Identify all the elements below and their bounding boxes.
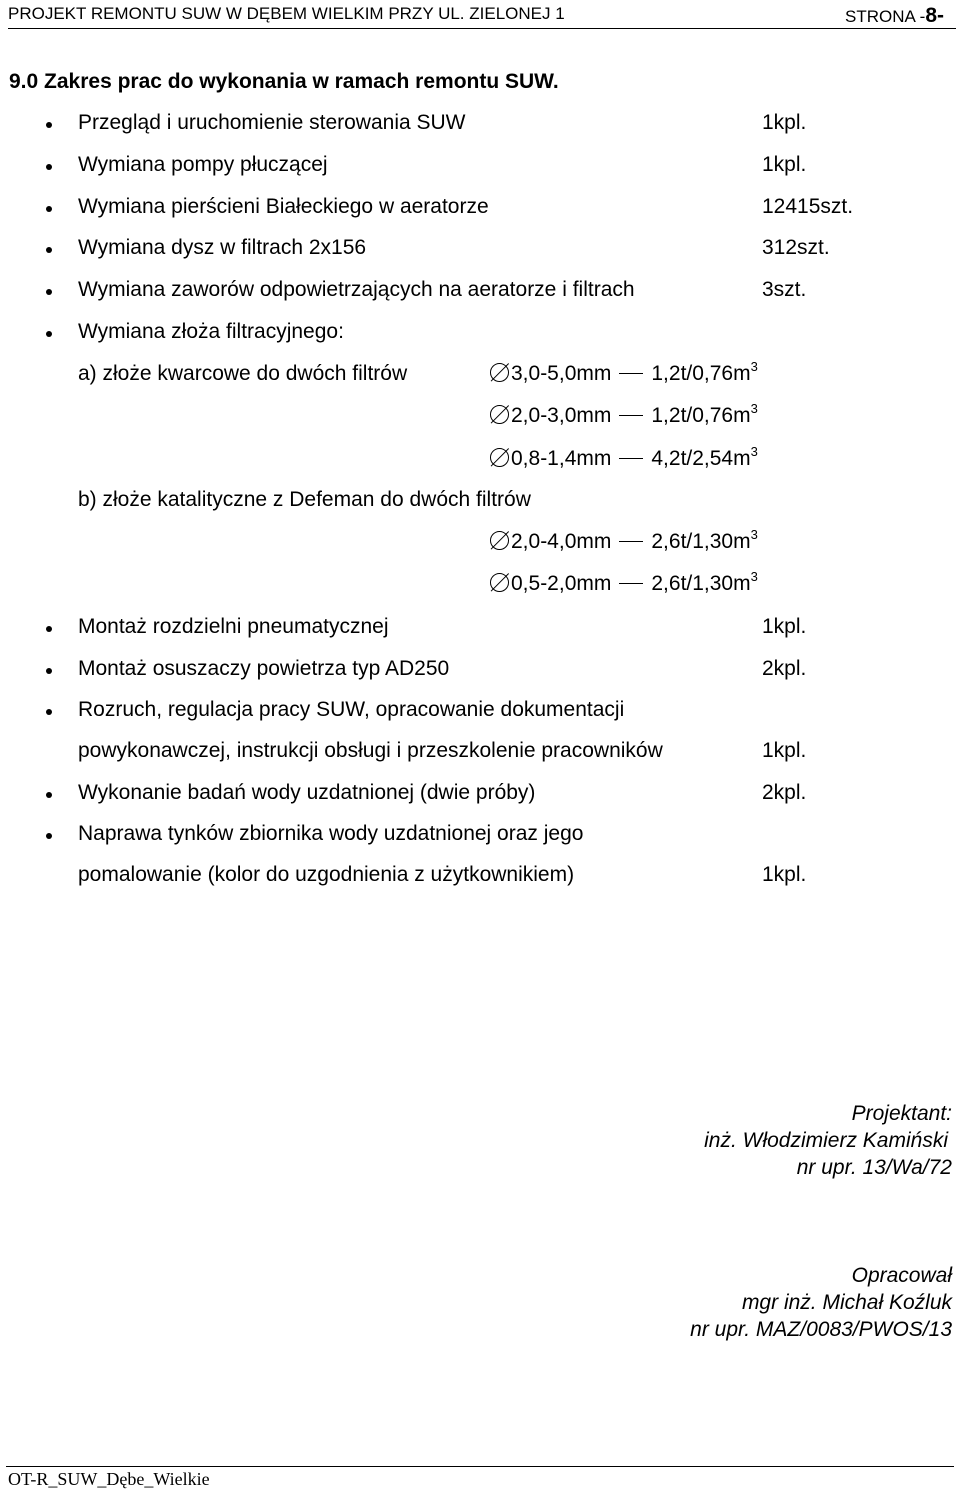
bullet-icon xyxy=(46,331,52,337)
work-item-text: Wymiana pierścieni Białeckiego w aeratorze xyxy=(78,195,489,218)
filter-bed-a-label: a) złoże kwarcowe do dwóch filtrów xyxy=(78,362,408,385)
grain-range: 0,5-2,0mm xyxy=(511,572,612,595)
dash-separator xyxy=(619,458,643,459)
bullet-icon xyxy=(46,164,52,170)
bed-amount: 4,2t/2,54m xyxy=(651,447,751,470)
bullet-icon xyxy=(46,792,52,798)
work-item-text: Wykonanie badań wody uzdatnionej (dwie próby) xyxy=(78,781,536,804)
section-title: 9.0 Zakres prac do wykonania w ramach remontu SUW. xyxy=(9,70,559,93)
dash-separator xyxy=(619,583,643,584)
page-number: 8- xyxy=(925,4,944,27)
unit-exponent: 3 xyxy=(750,401,758,416)
diameter-icon xyxy=(490,363,509,382)
unit-exponent: 3 xyxy=(750,444,758,459)
work-item-qty: 1kpl. xyxy=(762,153,807,176)
diameter-icon xyxy=(490,573,509,592)
filter-bed-b-label: b) złoże katalityczne z Defeman do dwóch filtrów xyxy=(78,488,531,511)
preparer-license: nr upr. MAZ/0083/PWOS/13 xyxy=(690,1318,952,1341)
work-item-qty: 1kpl. xyxy=(762,615,807,638)
dash-separator xyxy=(619,541,643,542)
bullet-icon xyxy=(46,709,52,715)
work-item-text-continued: powykonawczej, instrukcji obsługi i przeszkolenie pracowników xyxy=(78,739,663,762)
work-item-text: Przegląd i uruchomienie sterowania SUW xyxy=(78,111,466,134)
work-item-text-continued: pomalowanie (kolor do uzgodnienia z użytkownikiem) xyxy=(78,863,575,886)
filter-bed-row xyxy=(490,527,758,554)
bed-amount: 1,2t/0,76m xyxy=(651,404,751,427)
bed-amount: 1,2t/0,76m xyxy=(651,362,751,385)
grain-range: 0,8-1,4mm xyxy=(511,447,612,470)
work-item-text: Rozruch, regulacja pracy SUW, opracowanie dokumentacji xyxy=(78,698,625,721)
work-item-text: Montaż rozdzielni pneumatycznej xyxy=(78,615,389,638)
unit-exponent: 3 xyxy=(750,569,758,584)
designer-name: inż. Włodzimierz Kamiński xyxy=(704,1129,948,1152)
preparer-role: Opracował xyxy=(851,1264,952,1287)
work-item-text: Wymiana zaworów odpowietrzających na aeratorze i filtrach xyxy=(78,278,635,301)
diameter-icon xyxy=(490,448,509,467)
filter-bed-row xyxy=(490,569,758,596)
diameter-icon xyxy=(490,531,509,550)
filter-bed-row xyxy=(490,401,758,428)
work-item-qty: 1kpl. xyxy=(762,739,807,762)
preparer-name: mgr inż. Michał Koźluk xyxy=(741,1291,952,1314)
bullet-icon xyxy=(46,122,52,128)
dash-separator xyxy=(619,373,643,374)
footer-divider xyxy=(6,1466,954,1467)
bed-amount: 2,6t/1,30m xyxy=(651,530,751,553)
document-header-title: PROJEKT REMONTU SUW W DĘBEM WIELKIM PRZY UL. ZIELONEJ 1 xyxy=(8,4,565,23)
grain-range: 2,0-4,0mm xyxy=(511,530,612,553)
unit-exponent: 3 xyxy=(750,527,758,542)
footer-text: OT-R_SUW_Dębe_Wielkie xyxy=(8,1469,210,1489)
dash-separator xyxy=(619,415,643,416)
page-label: STRONA - xyxy=(845,7,926,26)
work-item-qty: 12415szt. xyxy=(762,195,854,218)
bed-amount: 2,6t/1,30m xyxy=(651,572,751,595)
work-item-qty: 2kpl. xyxy=(762,781,807,804)
work-item-qty: 1kpl. xyxy=(762,111,807,134)
designer-license: nr upr. 13/Wa/72 xyxy=(796,1156,952,1179)
unit-exponent: 3 xyxy=(750,359,758,374)
work-item-text: Wymiana dysz w filtrach 2x156 xyxy=(78,236,367,259)
work-item-qty: 312szt. xyxy=(762,236,830,259)
bullet-icon xyxy=(46,247,52,253)
grain-range: 2,0-3,0mm xyxy=(511,404,612,427)
bullet-icon xyxy=(46,206,52,212)
bullet-icon xyxy=(46,668,52,674)
diameter-icon xyxy=(490,405,509,424)
work-item-text: Naprawa tynków zbiornika wody uzdatnionej oraz jego xyxy=(78,822,584,845)
page-indicator xyxy=(845,4,944,28)
filter-bed-row xyxy=(490,444,758,471)
header-divider xyxy=(8,28,956,29)
filter-bed-row xyxy=(490,359,758,386)
work-item-text: Montaż osuszaczy powietrza typ AD250 xyxy=(78,657,450,680)
bullet-icon xyxy=(46,833,52,839)
work-item-qty: 2kpl. xyxy=(762,657,807,680)
work-item-qty: 1kpl. xyxy=(762,863,807,886)
grain-range: 3,0-5,0mm xyxy=(511,362,612,385)
work-item-text: Wymiana pompy płuczącej xyxy=(78,153,328,176)
bullet-icon xyxy=(46,289,52,295)
designer-role: Projektant: xyxy=(851,1102,952,1125)
bullet-icon xyxy=(46,626,52,632)
work-item-qty: 3szt. xyxy=(762,278,807,301)
work-item-text: Wymiana złoża filtracyjnego: xyxy=(78,320,344,343)
